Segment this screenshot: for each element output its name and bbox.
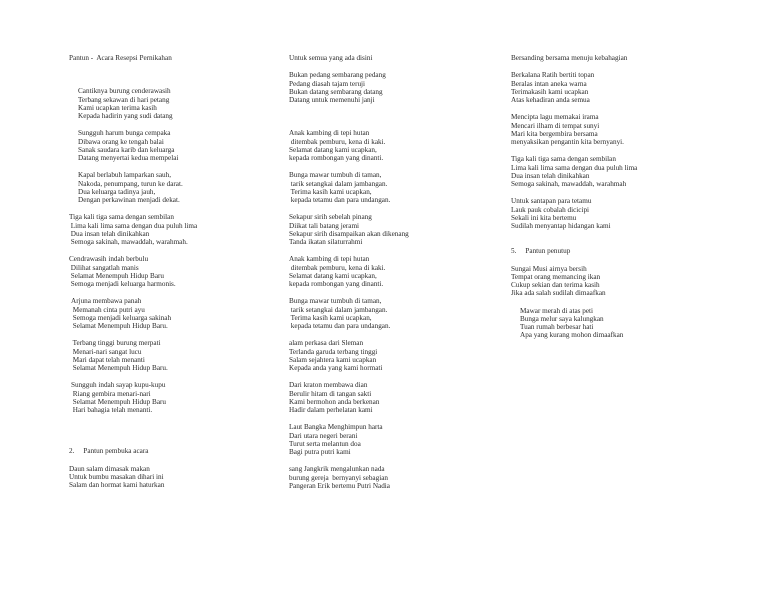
stanza	[511, 265, 711, 298]
text-line: Dari kraton membawa dian	[289, 381, 368, 390]
text-line: ditembak pemburu, kena di kaki.	[289, 263, 386, 272]
text-line: kepada tetamu dan para undangan.	[289, 322, 391, 330]
stanza	[289, 255, 489, 288]
text-line: Sungai Musi airnya bersih	[511, 264, 587, 273]
text-line: Kami bermohon anda berkenan	[289, 397, 380, 406]
text-line: Terima kasih kami ucapkan,	[289, 187, 372, 196]
text-line: Selamat datang kami ucapkan,	[289, 271, 377, 280]
text-line: Selamat Menempuh Hidup Baru.	[71, 322, 168, 330]
text-line: Cantiknya burung cenderawasih	[78, 87, 171, 96]
text-line: Mencari ilham di tempat sunyi	[511, 121, 600, 130]
text-line: Semoga menjadi keluarga harmonis.	[69, 280, 176, 288]
stanza	[69, 381, 269, 414]
text-line: Diikat tali batang jerami	[289, 221, 360, 230]
text-line: Dari utara negeri berani	[289, 431, 358, 440]
text-line: Daun salam dimasak makan	[69, 464, 150, 473]
text-line: ditembak pemburu, kena di kaki.	[289, 137, 386, 146]
text-line: Apa yang kurang mohon dimaafkan	[520, 331, 624, 340]
text-line: Sanak saudara karib dan keluarga	[78, 145, 175, 154]
text-line: Datang untuk memenuhi janji	[289, 96, 375, 104]
text-line: Terbang tinggi burung merpati	[71, 339, 161, 348]
stanza	[69, 171, 269, 204]
text-line: burung gereja bernyanyi sebagian	[289, 473, 388, 482]
text-line: sang Jangkrik mengalunkan nada	[289, 465, 385, 474]
text-line: Dua keluarga tadinya jauh,	[78, 187, 156, 196]
text-line: Terima kasih kami ucapkan,	[289, 313, 372, 322]
text-line: Laut Bangka Menghimpun harta	[289, 423, 383, 432]
text-line: Tiga kali tiga sama dengan sembilan	[69, 213, 174, 222]
text-line: Selamat Menempuh Hidup Baru	[69, 271, 165, 280]
stanza	[289, 54, 489, 62]
text-line: alam perkasa dari Sleman	[289, 339, 364, 348]
text-line: Sungguh indah sayap kupu-kupu	[71, 381, 166, 390]
stanza	[69, 297, 269, 330]
text-line: kepada rombongan yang dinanti.	[289, 154, 384, 162]
text-line: Dua insan telah dinikahkan	[511, 171, 590, 180]
text-line: Datang menyertai kedua mempelai	[78, 154, 179, 162]
text-line: Anak kambing di tepi hutan	[289, 255, 370, 264]
text-line: Bersanding bersama menuju kebahagian	[511, 54, 628, 62]
stanza	[289, 213, 489, 246]
text-line: Bukan datang sembarang datang	[289, 87, 383, 96]
text-line: Selamat Menempuh Hidup Baru.	[71, 364, 168, 372]
stanza	[69, 213, 269, 246]
text-line: Semoga menjadi keluarga sakinah	[71, 313, 172, 322]
stanza	[289, 465, 489, 490]
stanza	[511, 71, 711, 104]
stanza	[511, 54, 711, 62]
text-line: Lima kali lima sama dengan dua puluh lima	[69, 221, 198, 230]
text-line: Hari bahagia telah menanti.	[71, 406, 153, 414]
text-line: Cendrawasih indah berbulu	[69, 255, 149, 264]
text-line: Dibawa orang ke tengah balai	[78, 137, 164, 146]
text-line: Untuk santapan para tetamu	[511, 197, 592, 206]
text-line: Salam dan hormat kami haturkan	[69, 481, 165, 489]
text-line: tarik setangkai dalam jambangan.	[289, 179, 388, 188]
text-line: Beralas intan aneka warna	[511, 79, 587, 88]
stanza	[511, 307, 711, 340]
text-line: Dengan perkawinan menjadi dekat.	[78, 196, 180, 204]
text-line: Untuk bumbu masakan dihari ini	[69, 472, 164, 481]
stanza	[511, 247, 711, 255]
text-line: Tanda ikatan silaturrahmi	[289, 238, 363, 246]
text-line: Anak kambing di tepi hutan	[289, 129, 370, 138]
text-line: Pedang diasah tajam teruji	[289, 79, 366, 88]
text-line: Sekapur sirih disampaikan akan dikenang	[289, 229, 409, 238]
text-line: tarik setangkai dalam jambangan.	[289, 305, 388, 314]
text-line: Bunga mawar tumbuh di taman,	[289, 171, 382, 180]
text-line: Riang gembira menari-nari	[71, 389, 151, 398]
text-line: Mencipta lagu memakai irama	[511, 113, 599, 122]
text-line: Menari-nari sangat lucu	[71, 347, 142, 356]
stanza	[289, 423, 489, 456]
text-line: Bunga mawar tumbuh di taman,	[289, 297, 382, 306]
stanza	[69, 339, 269, 372]
text-line: Salam sejahtera kami ucapkan	[289, 355, 377, 364]
stanza	[289, 171, 489, 204]
text-line: Pantun - Acara Resepsi Pernikahan	[69, 54, 172, 62]
text-line: Dua insan telah dinikahkan	[69, 229, 150, 238]
text-line: Semoga sakinah, mawaddah, warahmah	[511, 180, 627, 188]
text-line: Memanah cinta putri ayu	[71, 305, 145, 314]
text-line: menyaksikan pengantin kita bernyanyi.	[511, 138, 624, 146]
column-1	[69, 54, 269, 489]
stanza	[511, 197, 711, 230]
text-line: Bunga melur saya kalungkan	[520, 314, 604, 323]
text-line: Hadir dalam perhelatan kami	[289, 406, 373, 414]
stanza	[69, 87, 269, 120]
text-line: Sungguh harum bunga cempaka	[78, 129, 171, 138]
text-line: Terimakasih kami ucapkan	[511, 87, 589, 96]
text-line: Tuan rumah berbesar hati	[520, 323, 594, 331]
text-line: Arjuna membawa panah	[71, 297, 142, 306]
stanza	[69, 54, 269, 62]
text-line: Atas kehadiran anda semua	[511, 96, 590, 104]
text-line: Mari dapat telah menanti	[71, 355, 145, 364]
stanza	[289, 129, 489, 162]
text-line: Tempat orang memancing ikan	[511, 272, 601, 281]
text-line: Terbang sekawan di hari petang	[78, 95, 170, 104]
stanza	[511, 113, 711, 146]
text-line: Berulir hitam di tangan sakti	[289, 389, 372, 398]
stanza	[69, 255, 269, 288]
text-line: Bagi putra putri kami	[289, 448, 351, 456]
column-2	[289, 54, 489, 490]
text-line: Tiga kali tiga sama dengan sembilan	[511, 155, 616, 164]
text-line: Nakoda, penumpang, turun ke darat.	[78, 179, 183, 188]
text-line: Sekali ini kita bertemu	[511, 213, 577, 222]
text-line: Mari kita bergembira bersama	[511, 129, 598, 138]
text-line: Pangeran Erik bertemu Putri Nadia	[289, 481, 390, 490]
text-line: Mawar merah di atas peti	[520, 306, 594, 315]
stanza	[289, 381, 489, 414]
text-line: Jika ada salah sudilah dimaafkan	[511, 289, 606, 298]
text-line: Selamat Menempuh Hidup Baru	[71, 397, 167, 406]
text-line: Sudilah menyantap hidangan kami	[511, 222, 611, 230]
text-line: Berkalana Ratih bertiti topan	[511, 71, 595, 80]
text-line: Turut serta melantun doa	[289, 439, 361, 448]
stanza	[289, 297, 489, 330]
text-line: Cukup sekian dan terima kasih	[511, 281, 600, 289]
text-line: 5. Pantun penutup	[511, 247, 571, 256]
stanza	[289, 339, 489, 372]
text-line: kepada tetamu dan para undangan.	[289, 196, 391, 204]
text-line: Selamat datang kami ucapkan,	[289, 145, 377, 154]
text-line: Kepada hadirin yang sudi datang	[78, 112, 173, 120]
text-line: Kapal berlabuh lamparkan sauh,	[78, 171, 172, 180]
text-line: Lima kali lima sama dengan dua puluh lima	[511, 163, 638, 172]
text-line: Untuk semua yang ada disini	[289, 54, 373, 62]
stanza	[69, 465, 269, 490]
text-line: Lauk pauk cobalah dicicipi	[511, 205, 590, 214]
stanza	[69, 447, 269, 455]
text-line: Dilihat sangatlah manis	[69, 263, 139, 272]
stanza	[289, 71, 489, 104]
text-line: Terlanda garuda terbang tinggi	[289, 347, 378, 356]
text-line: Semoga sakinah, mawaddah, warahmah.	[69, 238, 188, 246]
stanza	[69, 129, 269, 162]
text-line: Sekapur sirih sebelah pinang	[289, 213, 372, 222]
text-line: Kami ucapkan terima kasih	[78, 103, 157, 112]
column-3	[511, 54, 711, 340]
text-line: Bukan pedang sembarang pedang	[289, 71, 386, 80]
stanza	[511, 155, 711, 188]
text-line: 2. Pantun pembuka acara	[69, 447, 149, 456]
text-line: Kepada anda yang kami hormati	[289, 364, 383, 372]
text-line: kepada rombongan yang dinanti.	[289, 280, 384, 288]
